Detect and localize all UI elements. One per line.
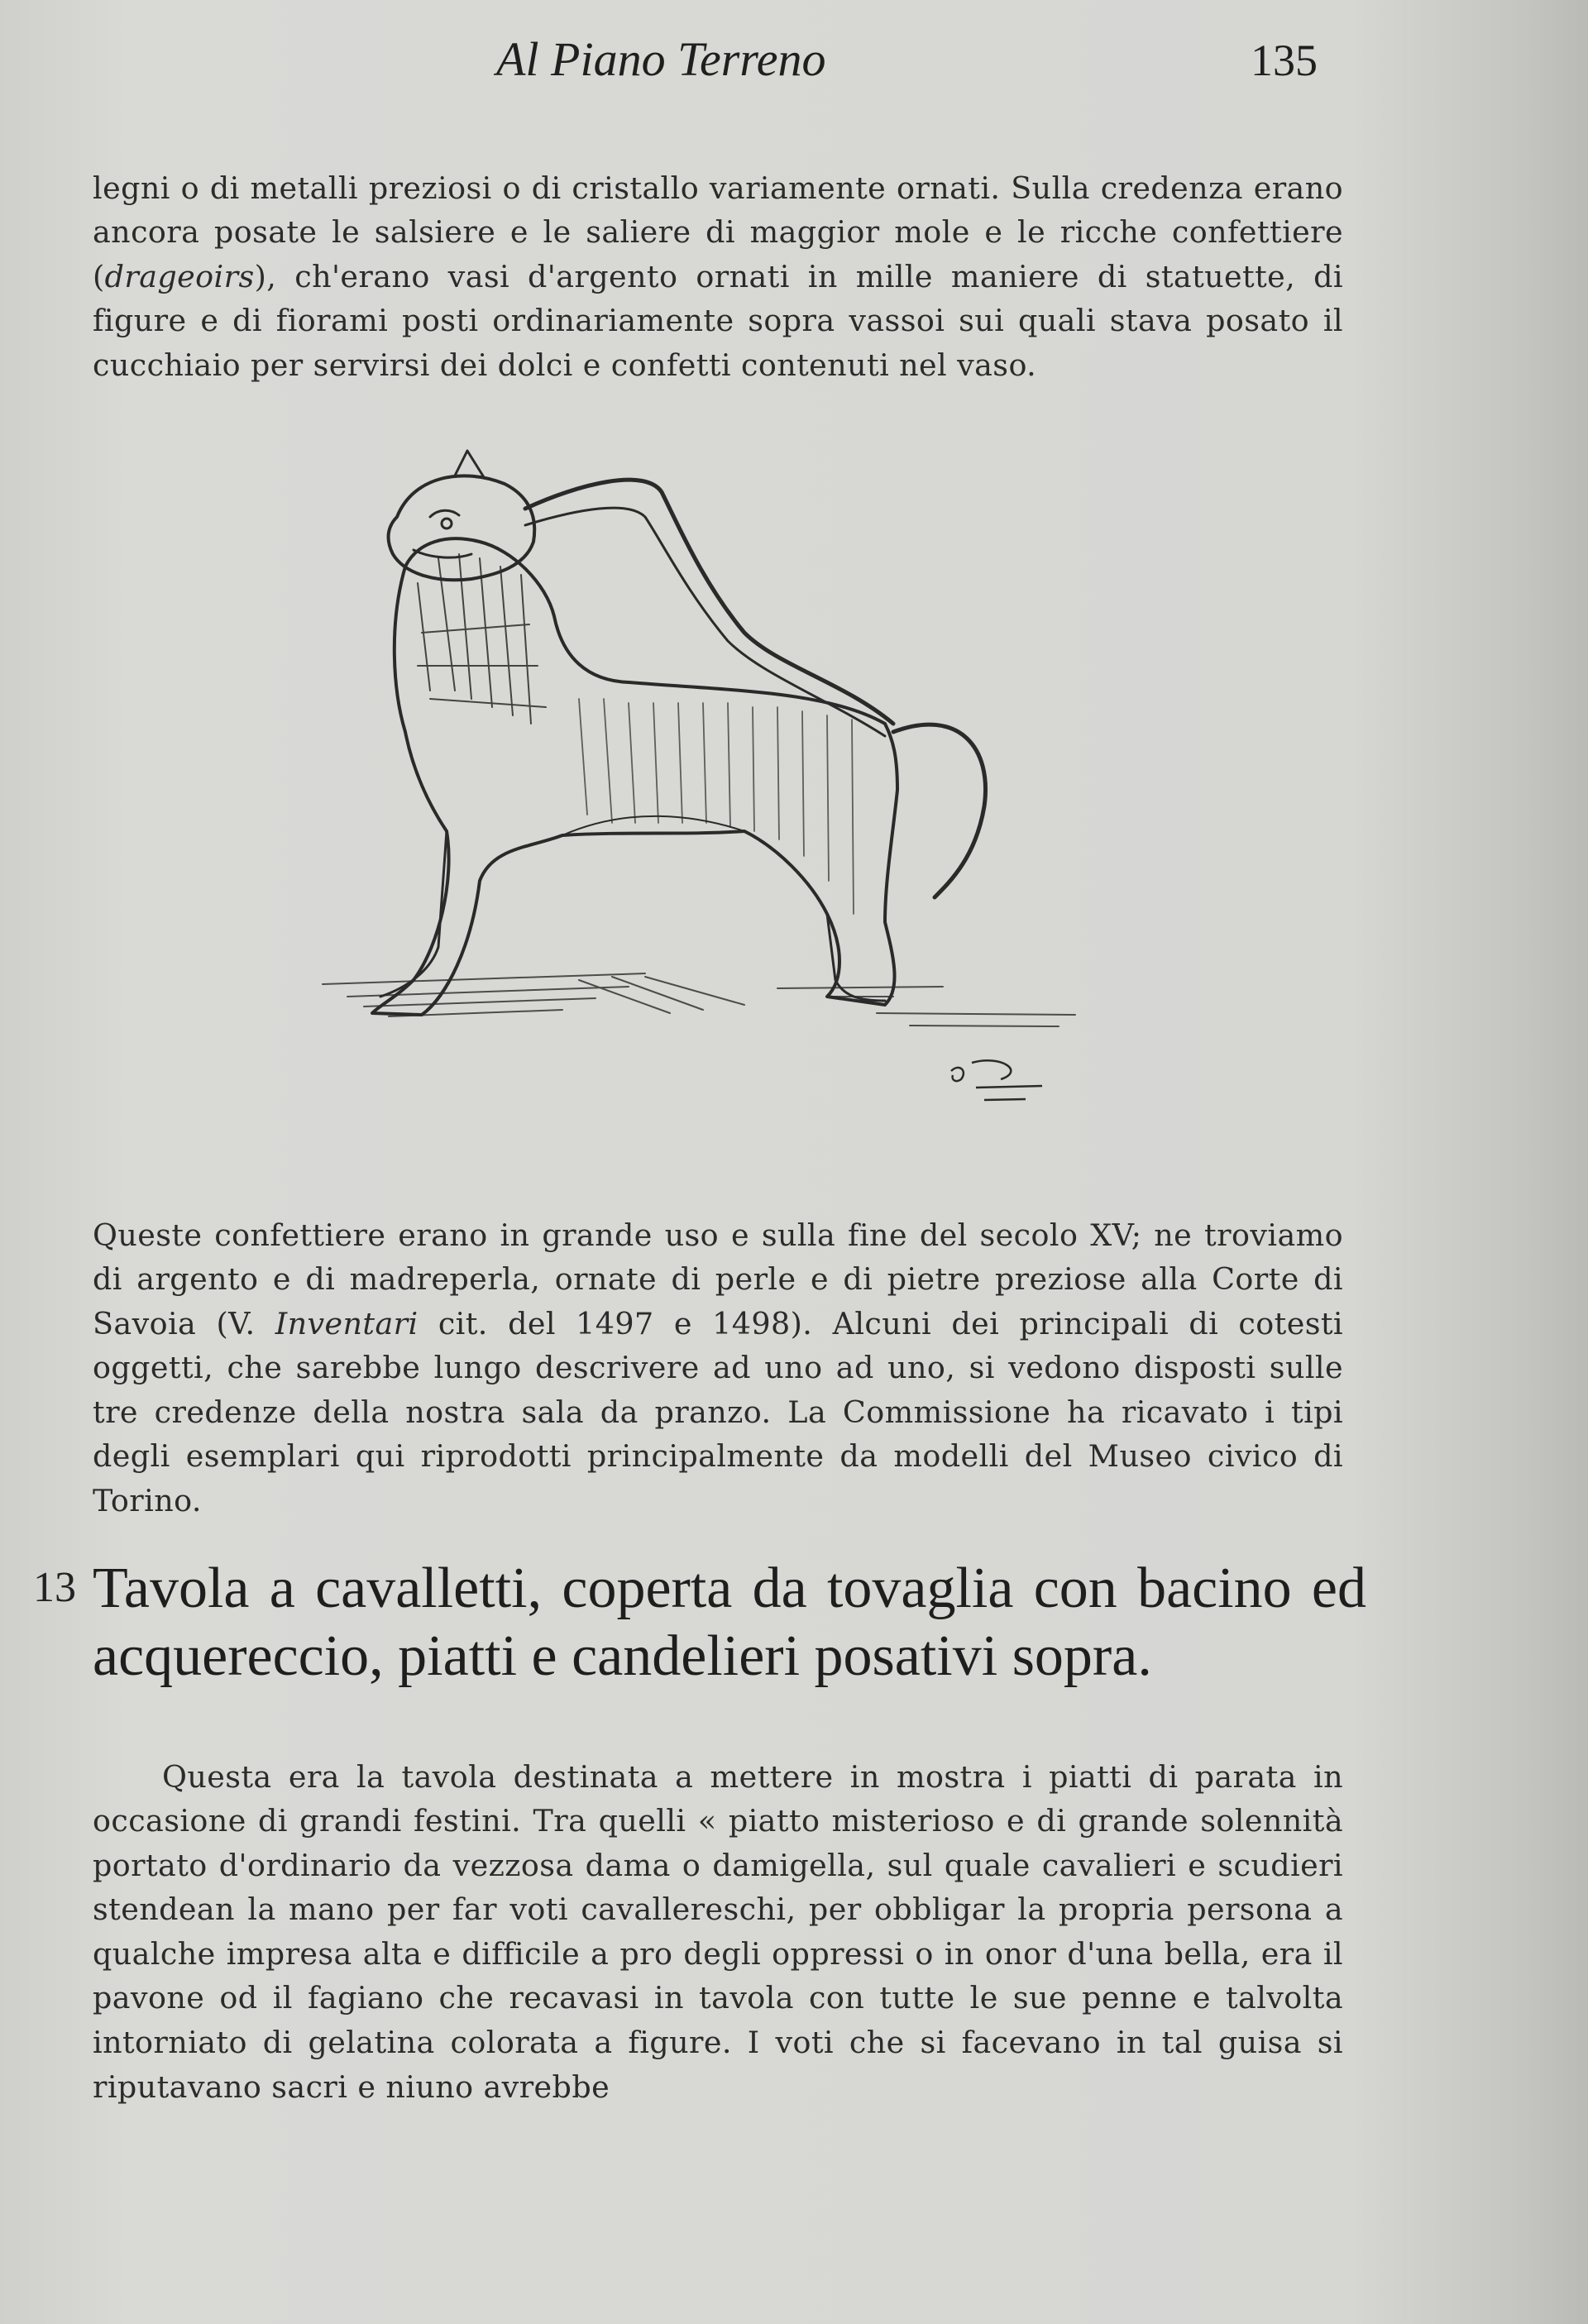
italic-term: Inventari — [275, 1305, 419, 1341]
page-header — [0, 31, 1588, 89]
paragraph-confettiere-usage — [93, 1213, 1343, 1523]
lion-vessel-illustration — [314, 418, 1108, 1129]
italic-term: drageoirs — [104, 258, 255, 294]
lion-drawing — [314, 418, 1108, 1129]
body-hatching — [579, 699, 854, 914]
running-title: Al Piano Terreno — [496, 32, 826, 86]
paragraph-text: ), ch'erano vasi d'argento ornati in mille maniere di statuette, di figure e di fiorami posti ordinariamente sopra vassoi sui quali stava posato il cucchiaio per servirsi dei dolci e confetti contenuti nel vaso. — [93, 258, 1343, 383]
paragraph-confettiere-intro — [93, 166, 1343, 388]
paragraph-text: Queste confettiere erano in grande uso e sulla fine del secolo XV; ne troviamo di argento e di madreperla, ornate di perle e di pietre preziose alla Corte di Savoia (V. — [93, 1217, 1343, 1341]
section-number: 13 — [33, 1564, 76, 1611]
paragraph-text: cit. del 1497 e 1498). Alcuni dei principali di cotesti oggetti, che sarebbe lungo descrivere ad uno ad uno, si vedono disposti sulle tre credenze della nostra sala da pranzo. La Commissione ha ricavato i tipi degli esemplari qui riprodotti principalmente da modelli del Museo civico di Torino. — [93, 1305, 1343, 1519]
artist-monogram — [951, 1060, 1042, 1100]
section-title: Tavola a cavalletti, coperta da tovaglia con bacino ed acquereccio, piatti e candelieri posativi sopra. — [93, 1557, 1366, 1688]
page-number: 135 — [1251, 36, 1318, 85]
paragraph-tavola: Questa era la tavola destinata a mettere in mostra i piatti di parata in occasione di grandi festini. Tra quelli « piatto misterioso e di grande solennità portato d'ordinario da vezzosa dama o damigella, sul quale cavalieri e scudieri stendean la mano per far voti cavallereschi, per obbligar la propria persona a qualche impresa alta e difficile a pro degli oppressi o in onor d'una bella, era il pavone od il fagiano che recavasi in tavola con tutte le sue penne e talvolta intorniato di gelatina colorata a figure. I voti che si facevano in tal guisa si riputavano sacri e niuno avrebbe — [93, 1758, 1343, 2105]
paragraph-text: legni o di metalli preziosi o di cristallo variamente ornati. Sulla credenza erano ancora posate le salsiere e le saliere di maggior mole e le ricche confettiere ( — [93, 170, 1343, 294]
